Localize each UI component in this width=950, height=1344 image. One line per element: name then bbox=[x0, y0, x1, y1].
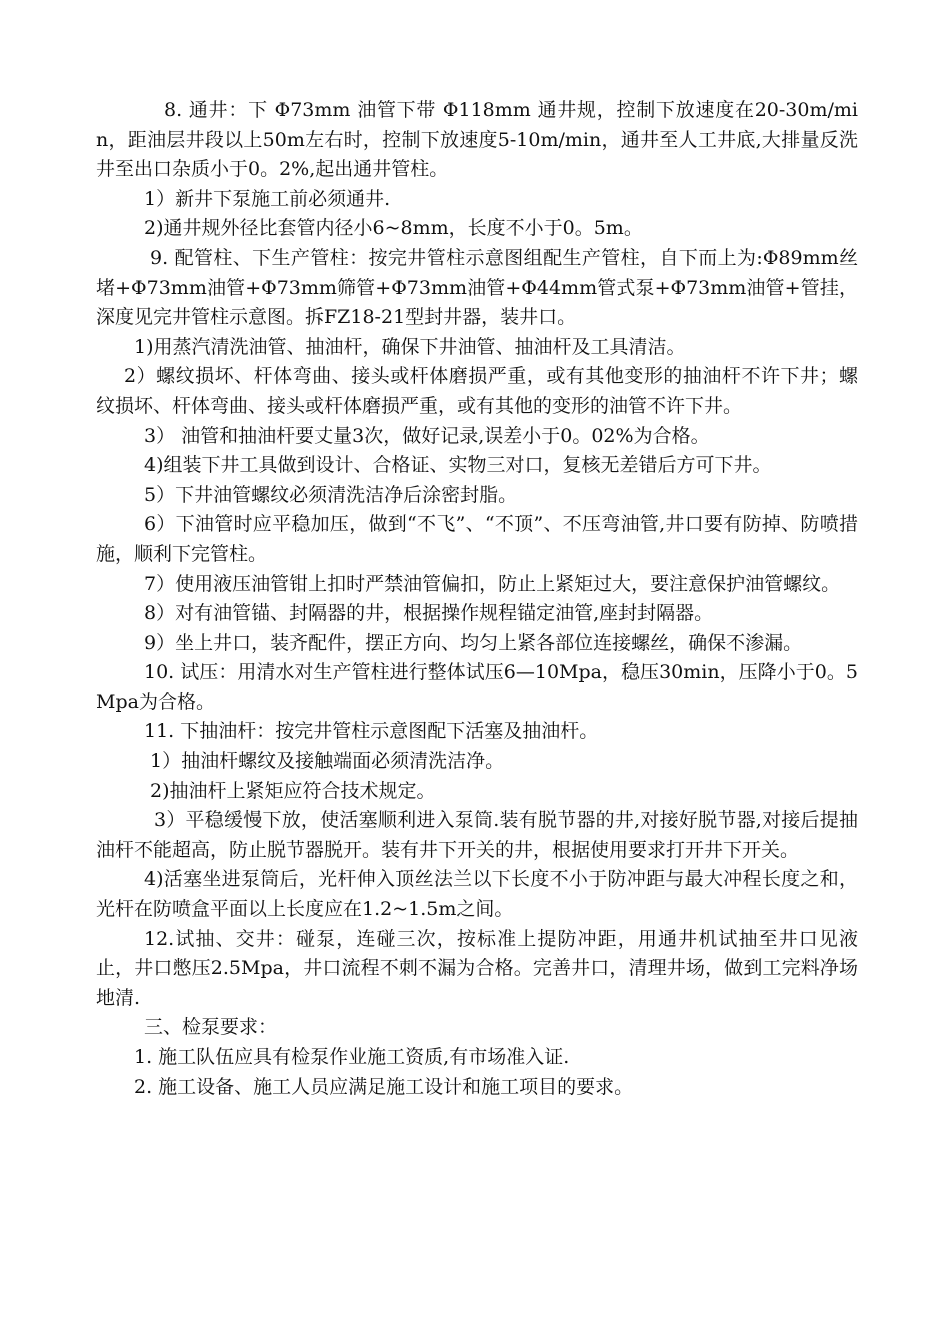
section-heading-3: 三、检泵要求： bbox=[144, 1016, 278, 1039]
paragraph-step-9-item-9: 9）坐上井口，装齐配件，摆正方向、均匀上紧各部位连接螺丝，确保不渗漏。 bbox=[144, 631, 803, 654]
section-3-item-1: 1. 施工队伍应具有检泵作业施工资质,有市场准入证. bbox=[134, 1046, 570, 1068]
document-body bbox=[96, 96, 858, 1102]
paragraph-step-11-item-1: 1）抽油杆螺纹及接触端面必须清洗洁净。 bbox=[150, 750, 505, 773]
paragraph-step-10: 10. 试压：用清水对生产管柱进行整体试压6—10Mpa，稳压30min，压降小于0。5Mpa为合格。 bbox=[96, 661, 858, 713]
paragraph-step-9-item-6: 6）下油管时应平稳加压，做到“不飞”、“不顶”、不压弯油管,井口要有防掉、防喷措施，顺利下完管柱。 bbox=[96, 513, 858, 565]
paragraph-step-12: 12.试抽、交井：碰泵，连碰三次，按标准上提防冲距，用通井机试抽至井口见液止，井口憋压2.5Mpa，井口流程不刺不漏为合格。完善井口，清理井场，做到工完料净场地清. bbox=[96, 927, 858, 1009]
paragraph-step-9: 9. 配管柱、下生产管柱：按完井管柱示意图组配生产管柱，自下而上为:Φ89mm丝堵+Φ73mm油管+Φ73mm筛管+Φ73mm油管+Φ44mm管式泵+Φ73mm油管+管挂，深度见完井管柱示意图。拆FZ18-21型封井器，装井口。 bbox=[96, 246, 858, 329]
paragraph-step-11-item-3: 3）平稳缓慢下放，使活塞顺利进入泵筒.装有脱节器的井,对接好脱节器,对接后提抽油杆不能超高，防止脱节器脱开。装有井下开关的井，根据使用要求打开井下开关。 bbox=[96, 809, 858, 861]
paragraph-step-8-item-1: 1）新井下泵施工前必须通井. bbox=[144, 187, 391, 210]
section-3-item-2: 2. 施工设备、施工人员应满足施工设计和施工项目的要求。 bbox=[134, 1075, 634, 1098]
paragraph-step-9-item-1: 1)用蒸汽清洗油管、抽油杆，确保下井油管、抽油杆及工具清洁。 bbox=[134, 335, 686, 358]
paragraph-step-9-item-3: 3） 油管和抽油杆要丈量3次，做好记录,误差小于0。02%为合格。 bbox=[144, 424, 710, 447]
paragraph-step-11-item-2: 2)抽油杆上紧矩应符合技术规定。 bbox=[150, 779, 436, 802]
paragraph-step-9-item-2: 2）螺纹损坏、杆体弯曲、接头或杆体磨损严重，或有其他变形的抽油杆不许下井；螺纹损坏、杆体弯曲、接头或杆体磨损严重，或有其他的变形的油管不许下井。 bbox=[96, 365, 858, 417]
paragraph-step-11: 11. 下抽油杆：按完井管柱示意图配下活塞及抽油杆。 bbox=[144, 720, 599, 743]
paragraph-step-9-item-5: 5）下井油管螺纹必须清洗洁净后涂密封脂。 bbox=[144, 483, 518, 506]
paragraph-step-8: 8. 通井：下 Φ73mm 油管下带 Φ118mm 通井规，控制下放速度在20-30m/min，距油层井段以上50m左右时，控制下放速度5-10m/min，通井至人工井底,大排量反洗井至出口杂质小于0。2%,起出通井管柱。 bbox=[96, 99, 858, 181]
paragraph-step-9-item-4: 4)组装下井工具做到设计、合格证、实物三对口，复核无差错后方可下井。 bbox=[144, 454, 772, 477]
paragraph-step-9-item-8: 8）对有油管锚、封隔器的井，根据操作规程锚定油管,座封封隔器。 bbox=[144, 602, 714, 625]
paragraph-step-9-item-7: 7）使用液压油管钳上扣时严禁油管偏扣，防止上紧矩过大，要注意保护油管螺纹。 bbox=[144, 572, 841, 595]
paragraph-step-8-item-2: 2)通井规外径比套管内径小6~8mm，长度不小于0。5m。 bbox=[144, 217, 643, 240]
paragraph-step-11-item-4: 4)活塞坐进泵筒后，光杆伸入顶丝法兰以下长度不小于防冲距与最大冲程长度之和，光杆在防喷盒平面以上长度应在1.2~1.5m之间。 bbox=[96, 868, 858, 921]
